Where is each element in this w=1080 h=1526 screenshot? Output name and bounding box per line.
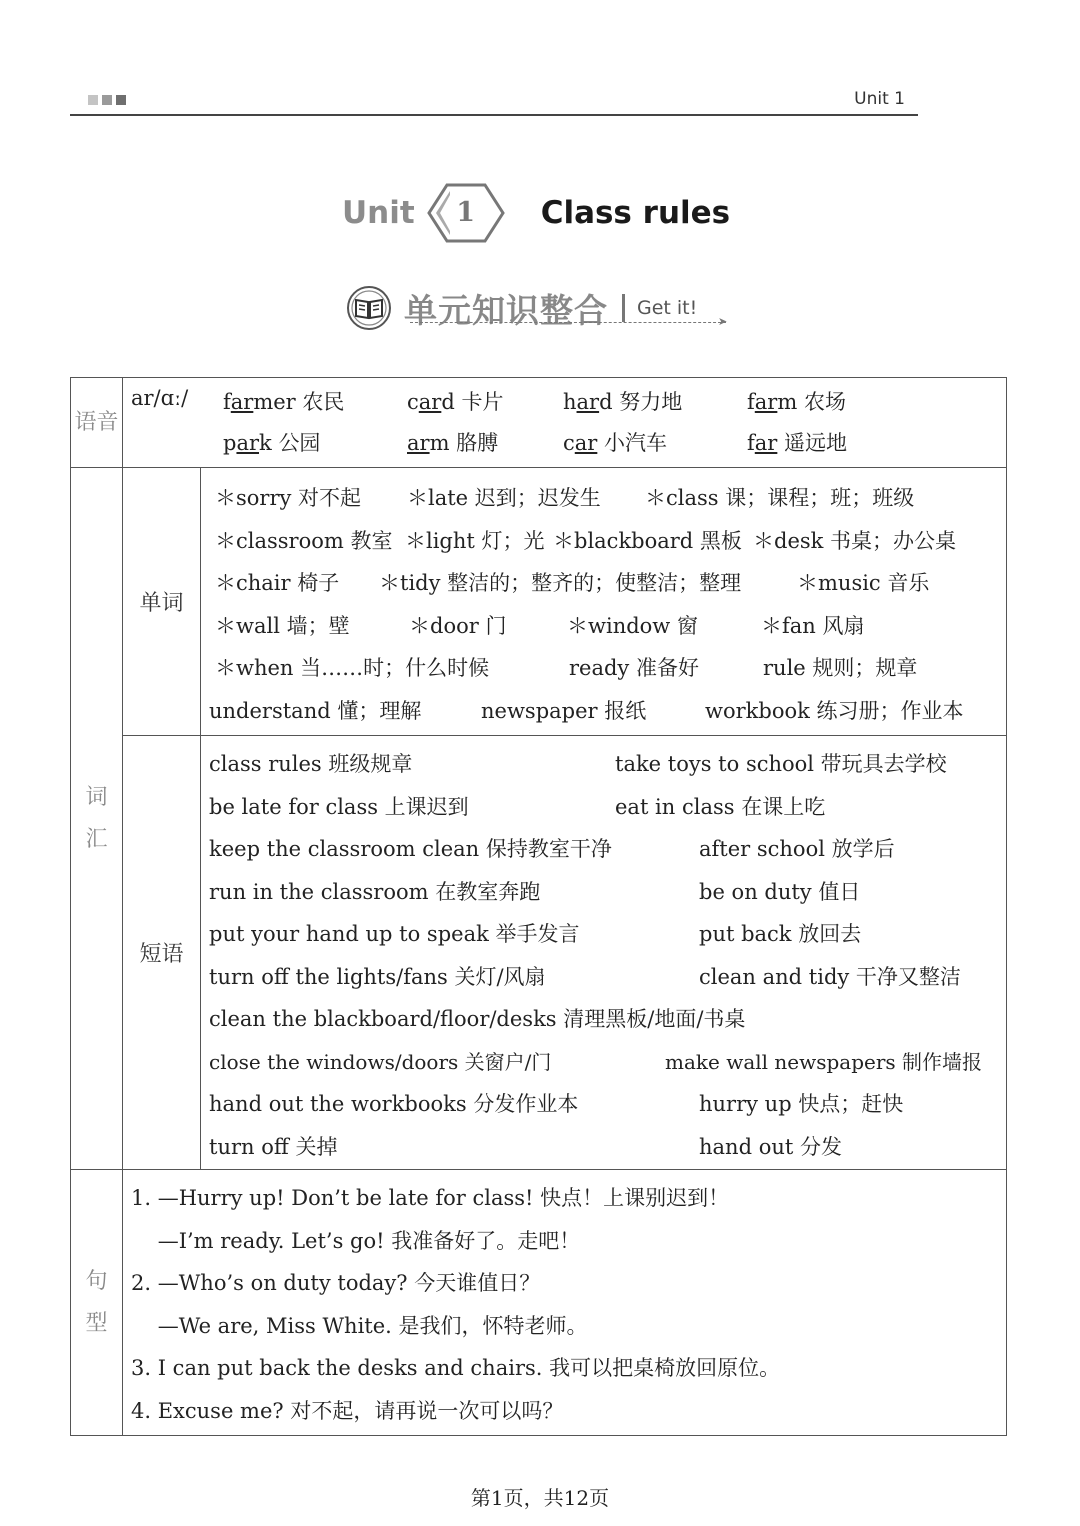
phonics-word: far 遥远地 (747, 430, 848, 455)
word-item: ＊classroom 教室 (215, 528, 393, 553)
phrase-item: be on duty 值日 (699, 879, 861, 904)
sentence-line: 4. Excuse me? 对不起，请再说一次可以吗？ (131, 1398, 564, 1423)
sentences-row (71, 1170, 1007, 1436)
word-item: ＊when 当……时；什么时候 (215, 656, 490, 680)
phrase-line (201, 995, 1006, 1038)
open-book-icon (346, 285, 392, 331)
phrase-item: turn off the lights/fans 关灯/风扇 (209, 964, 546, 989)
word-item: ＊chair 椅子 (215, 571, 340, 595)
phrase-item: clean and tidy 干净又整洁 (699, 964, 961, 989)
phrase-item: turn off 关掉 (209, 1134, 338, 1159)
sentence-line: —We are, Miss White. 是我们，怀特老师。 (131, 1313, 588, 1338)
word-item: ＊desk 书桌；办公桌 (753, 528, 957, 553)
word-item: ＊window 窗 (567, 613, 698, 638)
phrase-item: eat in class 在课上吃 (615, 794, 826, 819)
section-title-cn: 单元知识整合 (404, 290, 608, 330)
phrase-line (201, 910, 1006, 953)
word-item: rule 规则；规章 (763, 656, 918, 680)
unit-name: Class rules (540, 195, 731, 231)
word-item: ＊music 音乐 (797, 571, 930, 595)
phonics-sound: ar/ɑː/ (131, 386, 189, 410)
running-header-unit: Unit 1 (854, 89, 905, 109)
phrase-line (201, 1123, 1006, 1166)
phrase-item: keep the classroom clean 保持教室干净 (209, 837, 612, 861)
word-item: ＊blackboard 黑板 (553, 528, 742, 553)
header-decoration (88, 95, 126, 105)
section-heading (346, 282, 697, 334)
word-line (201, 687, 1006, 730)
page-footer: 第1页，共12页 (470, 1486, 610, 1510)
word-line (201, 474, 1006, 517)
word-line (201, 517, 1006, 560)
phrase-item: class rules 班级规章 (209, 752, 413, 776)
phonics-word: park 公园 (223, 430, 321, 455)
unit-number: 1 (456, 197, 476, 228)
phrase-line (201, 953, 1006, 996)
vocab-phrases-row (71, 736, 1007, 1170)
phonics-line-1 (123, 380, 1006, 423)
sentence-line: 2. —Who’s on duty today? 今天谁值日？ (131, 1271, 541, 1295)
word-item: ＊tidy 整洁的；整齐的；使整洁；整理 (379, 571, 742, 595)
phonics-word: hard 努力地 (563, 390, 683, 414)
word-item: ＊door 门 (409, 613, 507, 638)
unit-number-badge (427, 183, 505, 243)
arrow-right-icon: ➤ (718, 315, 728, 328)
section-underline (410, 322, 726, 323)
phrase-line (201, 783, 1006, 826)
phonics-word: arm 胳膊 (407, 430, 499, 455)
phrase-line (201, 1080, 1006, 1123)
phrase-line (201, 825, 1006, 868)
word-item: newspaper 报纸 (481, 698, 647, 723)
phonics-category: 语音 (71, 378, 123, 468)
phrase-item: hurry up 快点；赶快 (699, 1092, 904, 1116)
word-item: ＊class 课；课程；班；班级 (645, 486, 915, 510)
word-item: ＊light 灯；光 (405, 528, 545, 553)
phonics-line-2 (123, 423, 1006, 466)
phrase-item: take toys to school 带玩具去学校 (615, 752, 947, 776)
phrase-item: make wall newspapers 制作墙报 (665, 1049, 983, 1074)
words-label: 单词 (123, 468, 201, 736)
phrase-line (201, 1038, 1006, 1081)
phrase-item: put back 放回去 (699, 922, 862, 946)
vocab-words-row (71, 468, 1007, 736)
word-item: ＊fan 风扇 (761, 613, 865, 638)
sentences-category: 句 型 (71, 1170, 123, 1436)
sentence-line: 1. —Hurry up! Don’t be late for class! 快点！上课别迟到！ (131, 1186, 730, 1210)
word-item: ＊late 迟到；迟发生 (407, 486, 601, 510)
word-item: ＊sorry 对不起 (215, 486, 362, 510)
phrase-line (201, 868, 1006, 911)
sentence-line: 3. I can put back the desks and chairs. 我可以把桌椅放回原位。 (131, 1356, 781, 1380)
phonics-word: farm 农场 (747, 390, 846, 414)
phrase-item: after school 放学后 (699, 837, 895, 861)
word-line (201, 559, 1006, 602)
word-line (201, 602, 1006, 645)
phonics-row (71, 378, 1007, 468)
phrase-item: hand out the workbooks 分发作业本 (209, 1092, 579, 1116)
phrase-item: be late for class 上课迟到 (209, 794, 469, 819)
phrase-item: close the windows/doors 关窗户/门 (209, 1049, 552, 1074)
phrase-line (201, 740, 1006, 783)
phonics-word: car 小汽车 (563, 430, 668, 455)
unit-word: Unit (342, 195, 415, 231)
phrase-item: run in the classroom 在教室奔跑 (209, 879, 541, 904)
word-item: workbook 练习册；作业本 (705, 698, 964, 723)
word-line (201, 644, 1006, 687)
unit-title (342, 180, 730, 246)
phrases-label: 短语 (123, 736, 201, 1170)
word-item: ＊wall 墙；壁 (215, 613, 350, 638)
phrase-item: clean the blackboard/floor/desks 清理黑板/地面/书桌 (209, 1007, 746, 1031)
vocab-category: 词 汇 (71, 468, 123, 1170)
phrase-item: put your hand up to speak 举手发言 (209, 922, 580, 946)
word-item: ready 准备好 (569, 656, 699, 680)
section-divider (622, 294, 625, 322)
phrase-item: hand out 分发 (699, 1134, 842, 1159)
phonics-word: card 卡片 (407, 390, 504, 414)
header-rule (70, 114, 918, 116)
section-title-en: Get it! (637, 297, 698, 319)
knowledge-table (70, 377, 1007, 1436)
word-item: understand 懂；理解 (209, 698, 422, 723)
phonics-word: farmer 农民 (223, 390, 345, 414)
sentence-line: —I’m ready. Let’s go! 我准备好了。走吧！ (131, 1228, 581, 1253)
